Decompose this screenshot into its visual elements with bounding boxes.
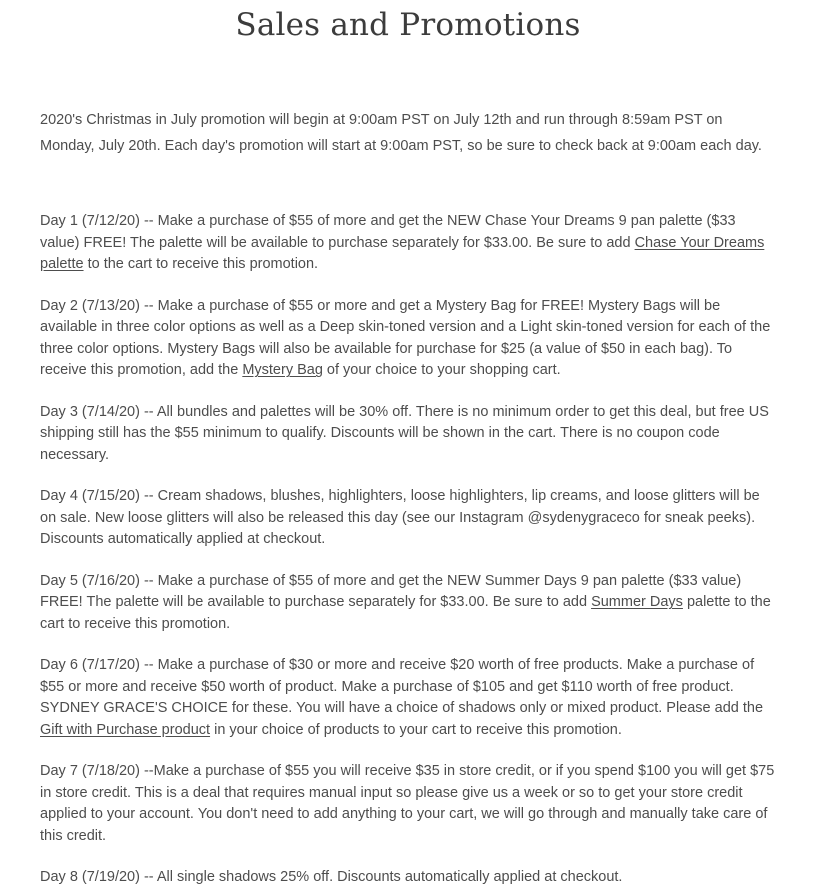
- promotion-day-7: Day 7 (7/18/20) --Make a purchase of $55 you will receive $35 in store credit, or if you spend $100 you will get $75 in store credit. This is a deal that requires manual input so please give us a week or so to get your store credit applied to your account. You don't need to add anything to your cart, we will go through and manually take care of this credit.: [40, 763, 775, 844]
- gift-with-purchase-product-link[interactable]: Gift with Purchase product: [40, 721, 211, 738]
- summer-days-palette-link[interactable]: Summer Days: [591, 594, 683, 611]
- promotion-day-8: Day 8 (7/19/20) -- All single shadows 25% off. Discounts automatically applied at checkout.: [40, 869, 623, 886]
- promotion-day-5-text-after: palette to the cart to receive this promotion.: [40, 594, 771, 632]
- promotion-day-6: [40, 655, 776, 741]
- mystery-bag-link[interactable]: Mystery Bag: [242, 362, 323, 379]
- chase-your-dreams-palette-link[interactable]: Chase Your Dreams palette: [40, 234, 765, 273]
- promotion-day-4: Day 4 (7/15/20) -- Cream shadows, blushes, highlighters, loose highlighters, lip creams, and loose glitters will be on sale. New loose glitters will also be released this day (see our Instagram @sydenygraceco for sneak peeks). Discounts automatically applied at checkout.: [40, 488, 760, 548]
- promotion-day-2-text-before: Day 2 (7/13/20) -- Make a purchase of $55 or more and get a Mystery Bag for FREE! Mystery Bags will be available in three color options as well as a Deep skin-toned version and a Light skin-toned version for each of the three color options. Mystery Bags will also be available for purchase for $25 (a value of $50 in each bag). To receive this promotion, add the: [40, 297, 771, 379]
- promotion-day-3: Day 3 (7/14/20) -- All bundles and palettes will be 30% off. There is no minimum order to get this deal, but free US shipping still has the $55 minimum to qualify. Discounts will be shown in the cart. There is no coupon code necessary.: [40, 403, 769, 463]
- promotion-day-1-text-before: Day 1 (7/12/20) -- Make a purchase of $55 of more and get the NEW Chase Your Dreams 9 pan palette ($33 value) FREE! The palette will be available to purchase separately for $33.00. Be sure to add: [40, 213, 736, 251]
- intro-paragraph: 2020's Christmas in July promotion will begin at 9:00am PST on July 12th and run through 8:59am PST on Monday, July 20th. Each day's promotion will start at 9:00am PST, so be sure to check back at 9:00am each day.: [40, 112, 762, 155]
- promotion-day-2: [40, 296, 776, 382]
- promotion-day-1: [40, 211, 776, 276]
- promotion-day-5-text-before: Day 5 (7/16/20) -- Make a purchase of $55 of more and get the NEW Summer Days 9 pan palette ($33 value) FREE! The palette will be available to purchase separately for $33.00. Be sure to add: [40, 572, 742, 611]
- promotion-day-2-text-after: of your choice to your shopping cart.: [322, 362, 561, 379]
- promotion-day-list: [40, 211, 776, 889]
- page-content: [0, 107, 816, 889]
- page-title: Sales and Promotions: [235, 7, 581, 43]
- promotion-day-6-text-before: Day 6 (7/17/20) -- Make a purchase of $30 or more and receive $20 worth of free products. Make a purchase of $55 or more and receive $50 worth of product. Make a purchase of $105 and get $110 worth of free product. SYDNEY GRACE'S CHOICE for these. You will have a choice of shadows only or mixed product. Please add the: [40, 657, 764, 717]
- promotion-day-6-text-after: in your choice of products to your cart to receive this promotion.: [210, 721, 622, 738]
- promotion-day-1-text-after: to the cart to receive this promotion.: [83, 256, 319, 273]
- promotion-day-5: [40, 571, 776, 636]
